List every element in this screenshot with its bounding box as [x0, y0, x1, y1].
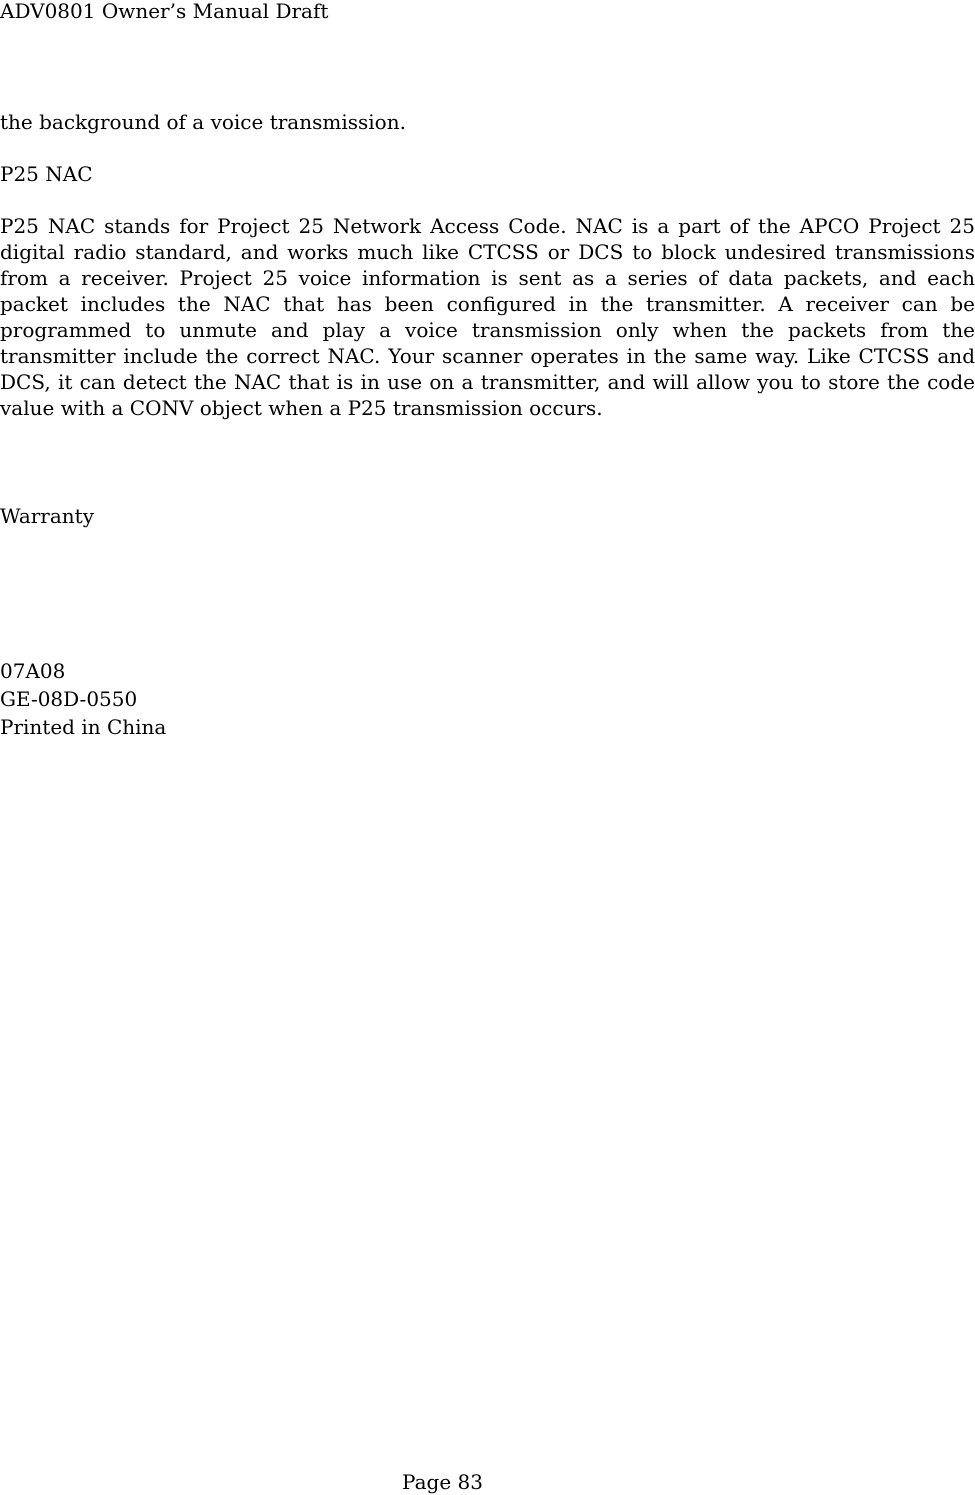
- print-code-block: [0, 657, 166, 741]
- print-code-line: 07A08: [0, 659, 66, 683]
- continuation-paragraph: the background of a voice transmission.: [0, 110, 406, 134]
- print-code-line: Printed in China: [0, 715, 167, 739]
- document-header-title: ADV0801 Owner’s Manual Draft: [0, 0, 329, 23]
- print-code-line: GE-08D-0550: [0, 687, 138, 711]
- warranty-heading: Warranty: [0, 504, 95, 528]
- section-body-paragraph: P25 NAC stands for Project 25 Network Access Code. NAC is a part of the APCO Project 25 digital radio standard, and works much like CTCSS or DCS to block undesired transmissions from a receiver. Project 25 voice information is sent as a series of data packets, and each packet includes the NAC that has been configured in the transmitter. A receiver can be programmed to unmute and play a voice transmission only when the packets from the transmitter include the correct NAC. Your scanner operates in the same way. Like CTCSS and DCS, it can detect the NAC that is in use on a transmitter, and will allow you to store the code value with a CONV object when a P25 transmission occurs.: [0, 214, 975, 420]
- section-heading-p25-nac: P25 NAC: [0, 162, 93, 186]
- page-number: Page 83: [402, 1470, 483, 1494]
